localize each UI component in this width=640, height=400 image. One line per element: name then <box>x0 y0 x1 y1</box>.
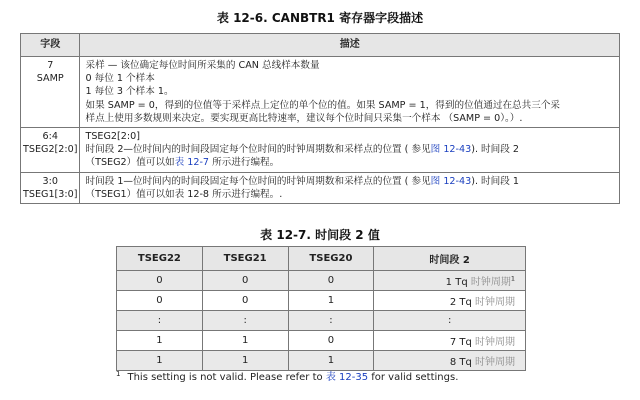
header-tseg21: TSEG21 <box>202 247 288 271</box>
tseg22-cell: 1 <box>117 331 203 351</box>
tseg20-cell: 0 <box>288 271 374 291</box>
bit-range: 7 <box>47 60 54 71</box>
table-row-samp <box>21 57 620 128</box>
bit-range: 6:4 <box>42 131 58 143</box>
figure-12-43-link[interactable]: 图 12-43 <box>430 144 472 156</box>
clock-cycle-label: 时钟周期 <box>475 297 515 308</box>
header-field: 字段 <box>21 34 80 57</box>
clock-cycle-label: 时钟周期 <box>475 337 515 348</box>
description-cell <box>80 172 620 203</box>
clock-cycle-label: 时钟周期 <box>475 357 515 368</box>
tseg21-cell: 1 <box>202 331 288 351</box>
tseg20-cell: : <box>288 311 374 331</box>
description-cell <box>80 57 620 128</box>
time-segment-cell <box>374 271 526 291</box>
field-cell <box>21 128 80 173</box>
time-segment-cell <box>374 331 526 351</box>
tseg22-cell: : <box>117 311 203 331</box>
desc-text: 时间段 1—位时间内的时间段固定每个位时间的时钟周期数和采样点的位置 ( 参见 <box>85 175 431 187</box>
header-tseg22: TSEG22 <box>117 247 203 271</box>
table-row <box>117 271 526 291</box>
time-segment-cell: : <box>374 311 526 331</box>
desc-text: ). 时间段 1 <box>471 175 519 187</box>
desc-line: 采样 — 该位确定每位时间所采集的 CAN 总线样本数量 <box>85 60 320 71</box>
desc-line: 如果 SAMP = 0，得到的位值等于采样点上定位的单个位的值。如果 SAMP = 1，得到的位值通过在总共三个采 <box>85 99 561 111</box>
table-12-7-title: 表 12-7. 时间段 2 值 <box>260 228 380 242</box>
tseg22-cell: 0 <box>117 271 203 291</box>
footnote-text: for valid settings. <box>368 372 459 383</box>
tseg22-cell: 1 <box>117 351 203 371</box>
figure-12-43-link[interactable]: 图 12-43 <box>430 175 472 187</box>
clock-cycle-label: 时钟周期 <box>470 277 511 288</box>
desc-line: TSEG2[2:0] <box>85 131 140 143</box>
desc-text: 所示进行编程。 <box>209 157 280 169</box>
tseg20-cell: 1 <box>288 291 374 311</box>
table-row-tseg2 <box>21 128 620 173</box>
footnote-marker: 1 <box>116 369 121 378</box>
tq-value: 2 Tq <box>449 297 472 308</box>
desc-text: （TSEG2）值可以如 <box>85 157 175 169</box>
table-row <box>117 331 526 351</box>
bit-range: 3:0 <box>42 175 58 187</box>
tq-value: 7 Tq <box>449 337 472 348</box>
tseg21-cell: 0 <box>202 291 288 311</box>
tseg21-cell: 0 <box>202 271 288 291</box>
table-12-7-link[interactable]: 表 12-7 <box>174 157 210 169</box>
tq-value: 8 Tq <box>449 357 472 368</box>
description-cell <box>80 128 620 173</box>
tseg20-cell: 1 <box>288 351 374 371</box>
footnote-marker: 1 <box>510 274 515 283</box>
table-12-35-link[interactable]: 表 12-35 <box>325 372 369 383</box>
desc-line: （TSEG1）值可以如表 12-8 所示进行编程。. <box>85 188 283 200</box>
desc-line <box>85 143 614 156</box>
table-row <box>117 311 526 331</box>
table-header-row <box>21 34 620 57</box>
desc-text: 时间段 2—位时间内的时间段固定每个位时间的时钟周期数和采样点的位置 ( 参见 <box>85 144 431 156</box>
table-12-6-title: 表 12-6. CANBTR1 寄存器字段描述 <box>216 11 424 25</box>
desc-line <box>85 156 614 169</box>
field-name: SAMP <box>36 73 64 85</box>
tseg22-cell: 0 <box>117 291 203 311</box>
field-name: TSEG1[3:0] <box>23 188 78 200</box>
field-cell <box>21 172 80 203</box>
canbtr1-field-table <box>20 33 620 204</box>
table-header-row <box>117 247 526 271</box>
header-tseg20: TSEG20 <box>288 247 374 271</box>
footnote <box>116 368 458 383</box>
tq-value: 1 Tq <box>445 277 468 288</box>
time-segment-cell <box>374 291 526 311</box>
desc-line: 1 每位 3 个样本 1。 <box>85 86 174 98</box>
table-row <box>117 291 526 311</box>
tseg21-cell: : <box>202 311 288 331</box>
table-row-tseg1 <box>21 172 620 203</box>
desc-text: ). 时间段 2 <box>471 144 519 156</box>
tseg20-cell: 0 <box>288 331 374 351</box>
tseg21-cell: 1 <box>202 351 288 371</box>
field-cell <box>21 57 80 128</box>
desc-line: 0 每位 1 个样本 <box>85 73 155 85</box>
time-segment-2-table <box>116 246 526 371</box>
header-time-segment-2: 时间段 2 <box>374 247 526 271</box>
field-name: TSEG2[2:0] <box>23 144 78 156</box>
footnote-text: This setting is not valid. Please refer to <box>127 372 326 383</box>
desc-line: 样点上使用多数规则来决定。要实现更高比特速率，建议每个位时间只采集一个样本 （SAMP = 0）。）. <box>85 112 523 124</box>
header-description: 描述 <box>80 34 620 57</box>
desc-line <box>85 175 614 188</box>
